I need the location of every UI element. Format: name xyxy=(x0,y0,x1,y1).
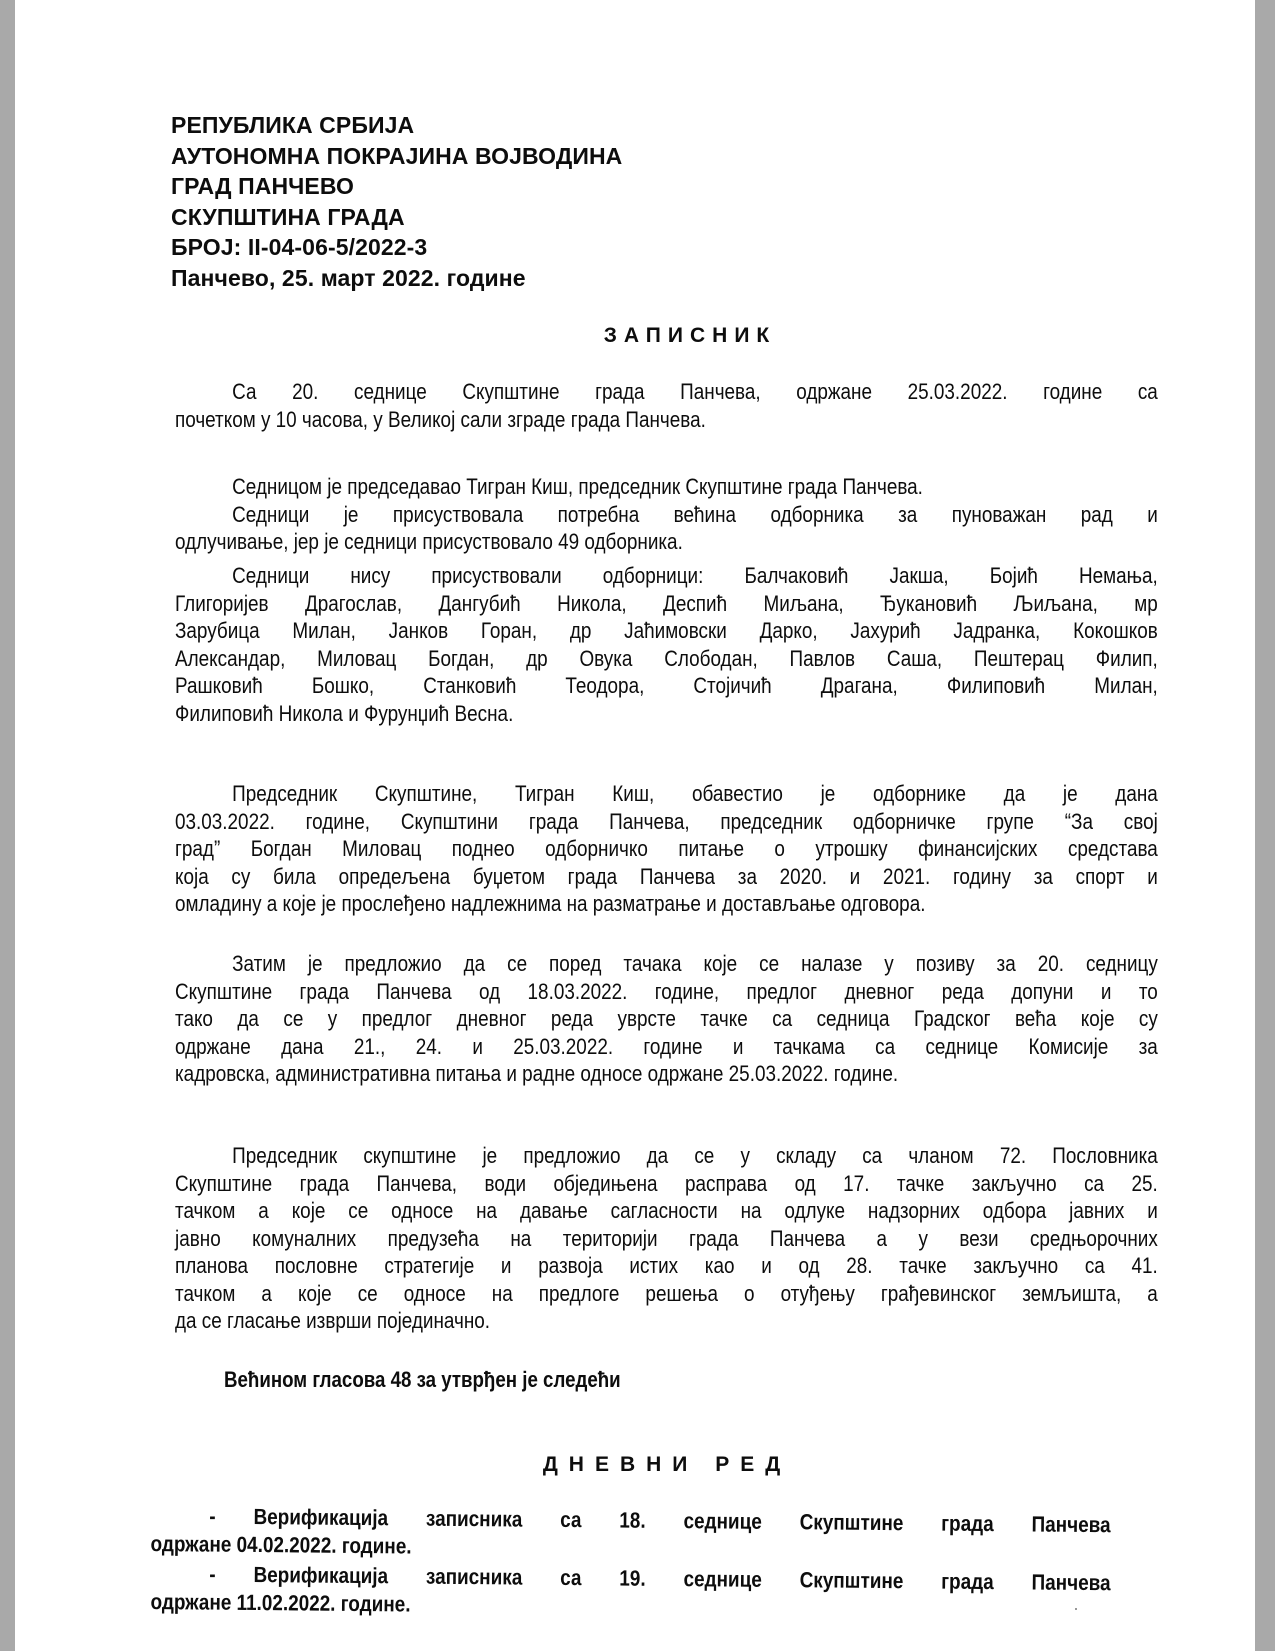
paragraph-line: Филиповић Никола и Фурунџић Весна. xyxy=(175,700,514,726)
paragraph-line: Затим је предложио да се поред тачака које се налазе у позиву за 20. седницу xyxy=(232,951,1158,976)
header-city: ГРАД ПАНЧЕВО xyxy=(171,173,354,199)
agenda-item xyxy=(150,1502,1110,1566)
header-province: АУТОНОМНА ПОКРАЈИНА ВОЈВОДИНА xyxy=(171,142,623,169)
agenda-item-line: одржане 11.02.2022. године. xyxy=(150,1588,411,1616)
paragraph-line: која су била опредељена буџетом града Панчева за 2020. и 2021. годину за спорт и xyxy=(175,863,1158,889)
paragraph-line: Председник Скупштине, Тигран Киш, обавестио је одборнике да је дана xyxy=(232,781,1158,806)
paragraph-line: Седници нису присуствовали одборници: Балчаковић Јакша, Бојић Немања, xyxy=(232,563,1158,588)
paragraph-line: одлучивање, јер је седници присуствовало 49 одборника. xyxy=(175,529,683,554)
agenda-item xyxy=(150,1560,1110,1624)
paragraph-line: кадровска, административна питања и радне односе одржане 25.03.2022. године. xyxy=(175,1061,899,1086)
paragraph-session-info xyxy=(175,378,1158,433)
paragraph-line: почетком у 10 часова, у Великој сали зграде града Панчева. xyxy=(175,406,706,432)
paragraph-line: тачком а које се односе на предлоге решења о отуђењу грађевинског земљишта, а xyxy=(175,1280,1158,1306)
paragraph-line: да се гласање изврши појединачно. xyxy=(175,1308,491,1333)
paragraph-line: тако да се у предлог дневног реда уврсте тачке са седница Градског већа које су xyxy=(175,1006,1158,1031)
paragraph-line: јавно комуналних предузећа на територији града Панчева а у вези средњорочних xyxy=(175,1225,1158,1251)
paragraph-line: Скупштине града Панчева, води обједињена расправа од 17. тачке закључно са 25. xyxy=(175,1170,1158,1196)
paragraph-line: планова пословне стратегије и развоја истих као и од 28. тачке закључно са 41. xyxy=(175,1253,1158,1278)
paragraph-joint-debate xyxy=(175,1142,1158,1335)
document-title: ЗАПИСНИК xyxy=(603,324,777,347)
paragraph-line: Глигоријев Драгослав, Дангубић Никола, Деспић Миљана, Ђукановић Љиљана, мр xyxy=(175,590,1158,616)
paragraph-agenda-amendment xyxy=(175,950,1158,1088)
paragraph-line: одржане дана 21., 24. и 25.03.2022. године и тачкама са седнице Комисије за xyxy=(175,1033,1158,1059)
agenda-item-line: одржане 04.02.2022. године. xyxy=(150,1530,412,1559)
paragraph-line: Зарубица Милан, Јанков Горан, др Јаћимовски Дарко, Јахурић Јадранка, Кокошков xyxy=(175,618,1158,643)
paragraph-line: Седници је присуствовала потребна већина одборника за пуноважан рад и xyxy=(232,501,1158,527)
header-place-date: Панчево, 25. март 2022. године xyxy=(171,264,526,291)
agenda-item-line: - Верификација записника са 18. седнице Скупштине града Панчева xyxy=(209,1503,1111,1538)
paragraph-line: омладину а које је прослеђено надлежнима на разматрање и достављање одговора. xyxy=(175,891,926,916)
header-assembly: СКУПШТИНА ГРАДА xyxy=(171,203,405,230)
paragraph-line: Александар, Миловац Богдан, др Овука Слободан, Павлов Саша, Пештерац Филип, xyxy=(175,645,1158,671)
paragraph-line: Скупштине града Панчева од 18.03.2022. године, предлог дневног реда допуни и то xyxy=(175,978,1158,1004)
scan-speck xyxy=(1075,1608,1077,1610)
paragraph-line: град” Богдан Миловац поднео одборничко питање о утрошку финансијских средстава xyxy=(175,836,1158,861)
paragraph-line: Рашковић Бошко, Станковић Теодора, Стојичић Драгана, Филиповић Милан, xyxy=(175,673,1158,698)
paragraph-line: Председник скупштине је предложио да се у складу са чланом 72. Пословника xyxy=(232,1143,1158,1168)
document-header xyxy=(171,110,622,293)
paragraph-line: 03.03.2022. године, Скупштини града Панчева, председник одборничке групе “За свој xyxy=(175,808,1158,834)
agenda-item-line: - Верификација записника са 19. седнице Скупштине града Панчева xyxy=(209,1561,1111,1596)
paragraph-line: Са 20. седнице Скупштине града Панчева, одржане 25.03.2022. године са xyxy=(232,379,1158,404)
paragraph-chair-quorum xyxy=(175,473,1158,556)
header-republic: РЕПУБЛИКА СРБИЈА xyxy=(171,112,415,138)
paragraph-councillor-question xyxy=(175,780,1158,918)
document-page xyxy=(15,0,1255,1651)
paragraph-line: Седницом је председавао Тигран Киш, председник Скупштине града Панчева. xyxy=(232,474,923,499)
majority-vote-statement: Већином гласова 48 за утврђен је следећи xyxy=(224,1367,621,1392)
paragraph-line: тачком а које се односе на давање сагласности на одлуке надзорних одбора јавних и xyxy=(175,1198,1158,1223)
header-reference-number: БРОЈ: II-04-06-5/2022-3 xyxy=(171,234,428,260)
paragraph-absent-councillors xyxy=(175,562,1158,727)
agenda-title: ДНЕВНИ РЕД xyxy=(542,1453,792,1476)
